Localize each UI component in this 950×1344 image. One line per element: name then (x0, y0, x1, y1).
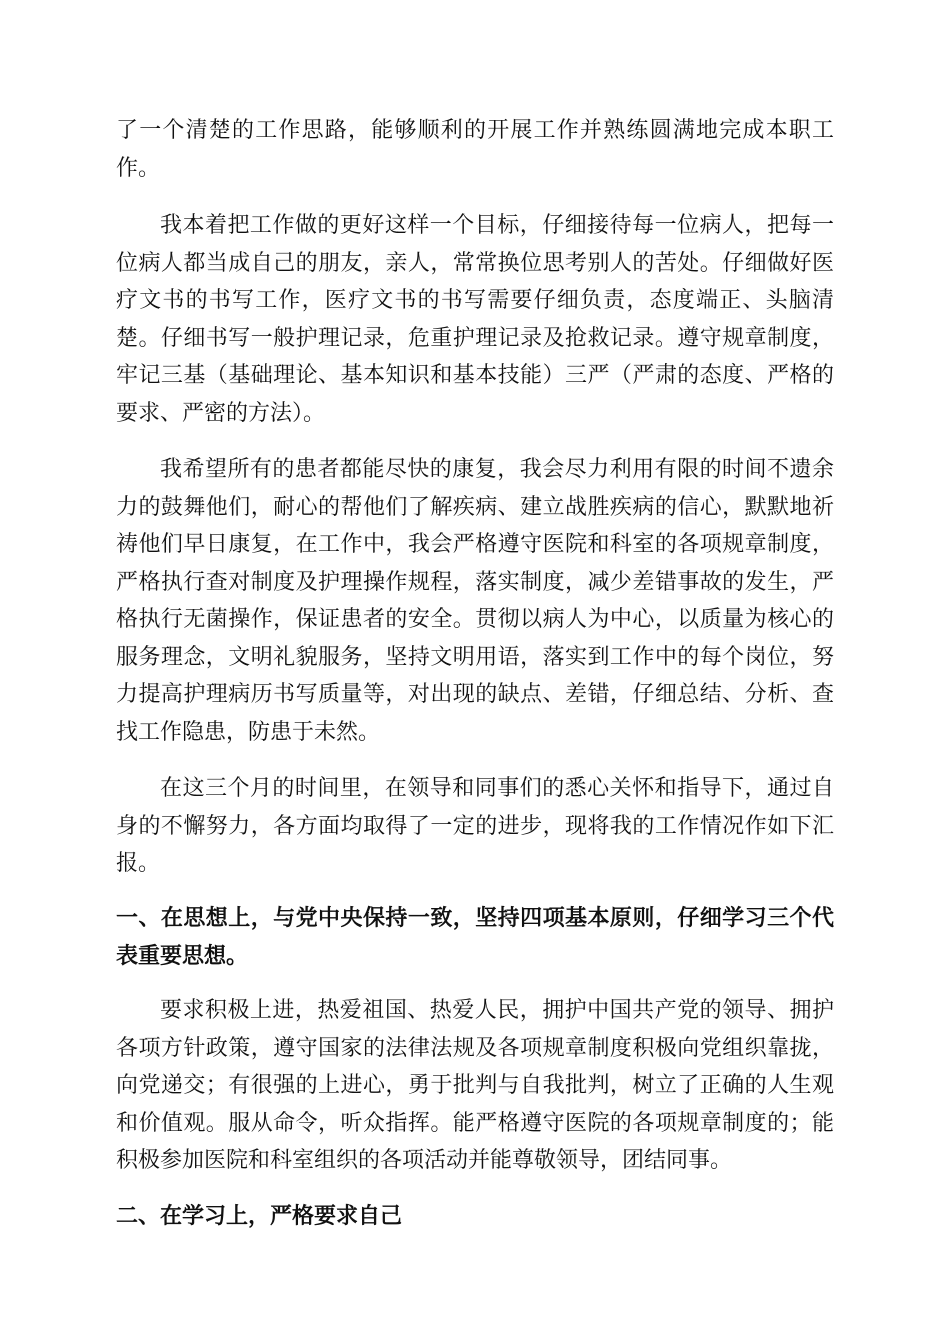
section-heading-study: 二、在学习上，严格要求自己 (116, 1204, 403, 1229)
paragraph-three-months-summary: 在这三个月的时间里，在领导和同事们的悉心关怀和指导下，通过自身的不懈努力，各方面均取得了一定的进步，现将我的工作情况作如下汇报。 (116, 776, 834, 876)
paragraph-ideology: 要求积极上进，热爱祖国、热爱人民，拥护中国共产党的领导、拥护各项方针政策，遵守国家的法律法规及各项规章制度积极向党组织靠拢，向党递交；有很强的上进心，勇于批判与自我批判，树立了正确的人生观和价值观。服从命令，听众指挥。能严格遵守医院的各项规章制度的；能积极参加医院和科室组织的各项活动并能尊敬领导，团结同事。 (116, 998, 834, 1173)
section-heading-ideology: 一、在思想上，与党中央保持一致，坚持四项基本原则，仔细学习三个代表重要思想。 (116, 906, 834, 969)
paragraph-patient-care: 我本着把工作做的更好这样一个目标，仔细接待每一位病人，把每一位病人都当成自己的朋友，亲人，常常换位思考别人的苦处。仔细做好医疗文书的书写工作，医疗文书的书写需要仔细负责，态度端正、头脑清楚。仔细书写一般护理记录，危重护理记录及抢救记录。遵守规章制度，牢记三基（基础理论、基本知识和基本技能）三严（严肃的态度、严格的要求、严密的方法）。 (116, 213, 834, 426)
paragraph-continuation: 了一个清楚的工作思路，能够顺利的开展工作并熟练圆满地完成本职工作。 (116, 118, 834, 181)
paragraph-patient-recovery: 我希望所有的患者都能尽快的康复，我会尽力利用有限的时间不遗余力的鼓舞他们，耐心的帮他们了解疾病、建立战胜疾病的信心，默默地祈祷他们早日康复，在工作中，我会严格遵守医院和科室的各项规章制度，严格执行查对制度及护理操作规程，落实制度，减少差错事故的发生，严格执行无菌操作，保证患者的安全。贯彻以病人为中心，以质量为核心的服务理念，文明礼貌服务，坚持文明用语，落实到工作中的每个岗位，努力提高护理病历书写质量等，对出现的缺点、差错，仔细总结、分析、查找工作隐患，防患于未然。 (116, 457, 834, 745)
